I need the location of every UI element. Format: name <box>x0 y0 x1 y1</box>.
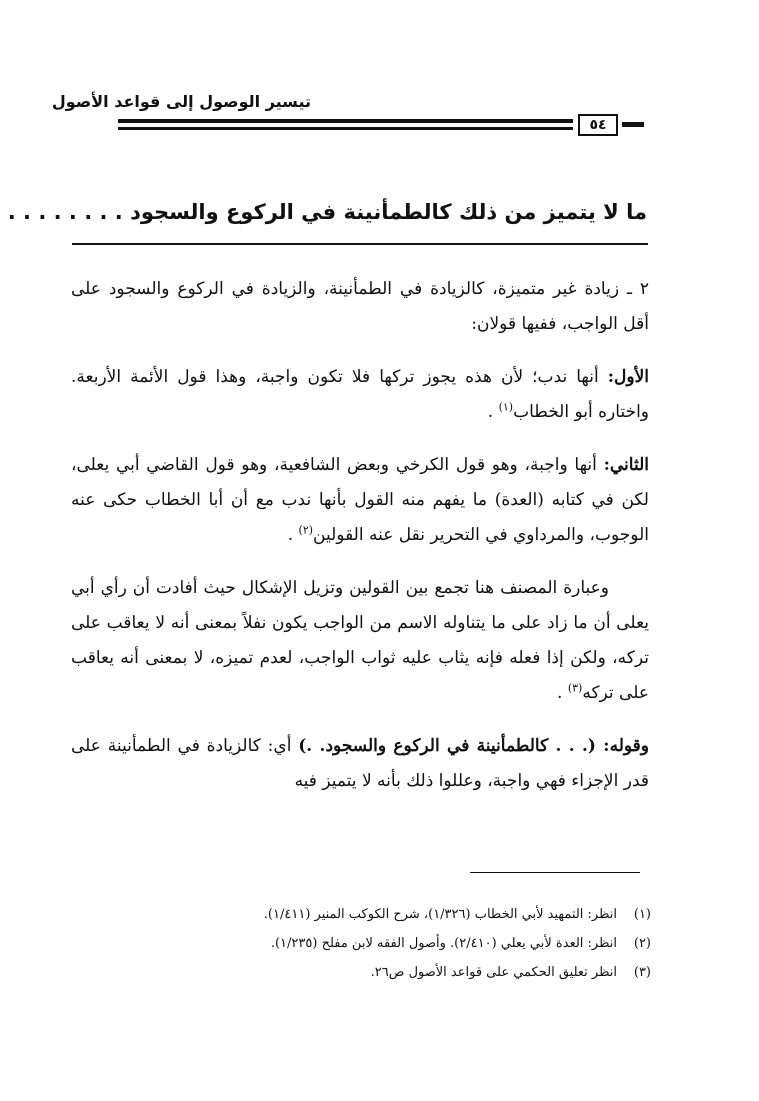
paragraph-additions <box>71 272 649 342</box>
footnote-text: انظر تعليق الحكمي على قواعد الأصول ص٢٦. <box>370 965 617 980</box>
paragraph-text: أنها واجبة، وهو قول الكرخي وبعض الشافعية، وهو قول القاضي أبي يعلى، لكن في كتابه (العدة) ما يفهم منه القول بأنها ندب مع أن أبا الخطاب حكى عنه الوجوب، والمرداوي في التحرير نقل عنه القولين <box>71 455 649 545</box>
footnote-text: انظر: العدة لأبي يعلي (٢/٤١٠). وأصول الفقه لابن مفلح (١/٢٣٥). <box>270 936 617 951</box>
footnote-text: انظر: التمهيد لأبي الخطاب (١/٣٢٦)، شرح الكوكب المنير (١/٤١١). <box>263 907 617 922</box>
footnote-ref: (١) <box>498 400 514 414</box>
paragraph-text: وعبارة المصنف هنا تجمع بين القولين وتزيل الإشكال حيث أفادت أن رأي أبي يعلى أن ما زاد على ما يتناوله الاسم من الواجب يكون نفلاً بمعنى أنه لا يعاقب على تركه، ولكن إذا فعله فإنه يثاب عليه ثواب الواجب، لعدم تميزه، لا بمعنى أنه يعاقب على تركه <box>71 578 649 703</box>
footnote <box>66 900 651 929</box>
paragraph-lead: وقوله: (. . . كالطمأنينة في الركوع والسجود. .) <box>298 736 649 756</box>
running-title: تيسير الوصول إلى قواعد الأصول <box>51 92 311 111</box>
footnote-number: (١) <box>633 907 651 922</box>
paragraph-tail: . <box>557 683 568 703</box>
paragraph-text: أنها ندب؛ لأن هذه يجوز تركها فلا تكون واجبة، وهذا قول الأئمة الأربعة. واختاره أبو الخطاب <box>71 367 649 422</box>
heading-rule <box>72 243 648 245</box>
body-text <box>71 272 649 817</box>
paragraph-text: ٢ ـ زيادة غير متميزة، كالزيادة في الطمأنينة، والزيادة في الركوع والسجود على أقل الواجب، ففيها قولان: <box>71 279 649 334</box>
paragraph-tail: . <box>487 402 499 422</box>
footnote-separator <box>470 872 640 873</box>
paragraph-tail: . <box>287 525 299 545</box>
paragraph-first-opinion <box>71 360 649 430</box>
footnote-ref: (٣) <box>567 681 583 695</box>
footnote-number: (٣) <box>633 965 651 980</box>
footnote <box>66 929 651 958</box>
paragraph-lead: الأول: <box>607 367 649 387</box>
paragraph-quote <box>71 729 649 799</box>
footnotes <box>66 900 651 987</box>
paragraph-lead: الثاني: <box>603 455 649 475</box>
header-rule-tail <box>622 122 644 127</box>
page-number: ٥٤ <box>578 114 618 136</box>
footnote-number: (٢) <box>633 936 651 951</box>
header-rule-bottom <box>118 127 573 130</box>
paragraph-author-reconciliation <box>71 571 649 711</box>
footnote-ref: (٢) <box>298 523 314 537</box>
header-rule-top <box>118 119 573 123</box>
paragraph-text: أي: كالزيادة في الطمأنينة على قدر الإجزاء فهي واجبة، وعللوا ذلك بأنه لا يتميز فيه <box>71 736 649 791</box>
footnote <box>66 958 651 987</box>
section-heading: ما لا يتميز من ذلك كالطمأنينة في الركوع والسجود . . . . . . . . <box>7 200 647 224</box>
paragraph-second-opinion <box>71 448 649 553</box>
